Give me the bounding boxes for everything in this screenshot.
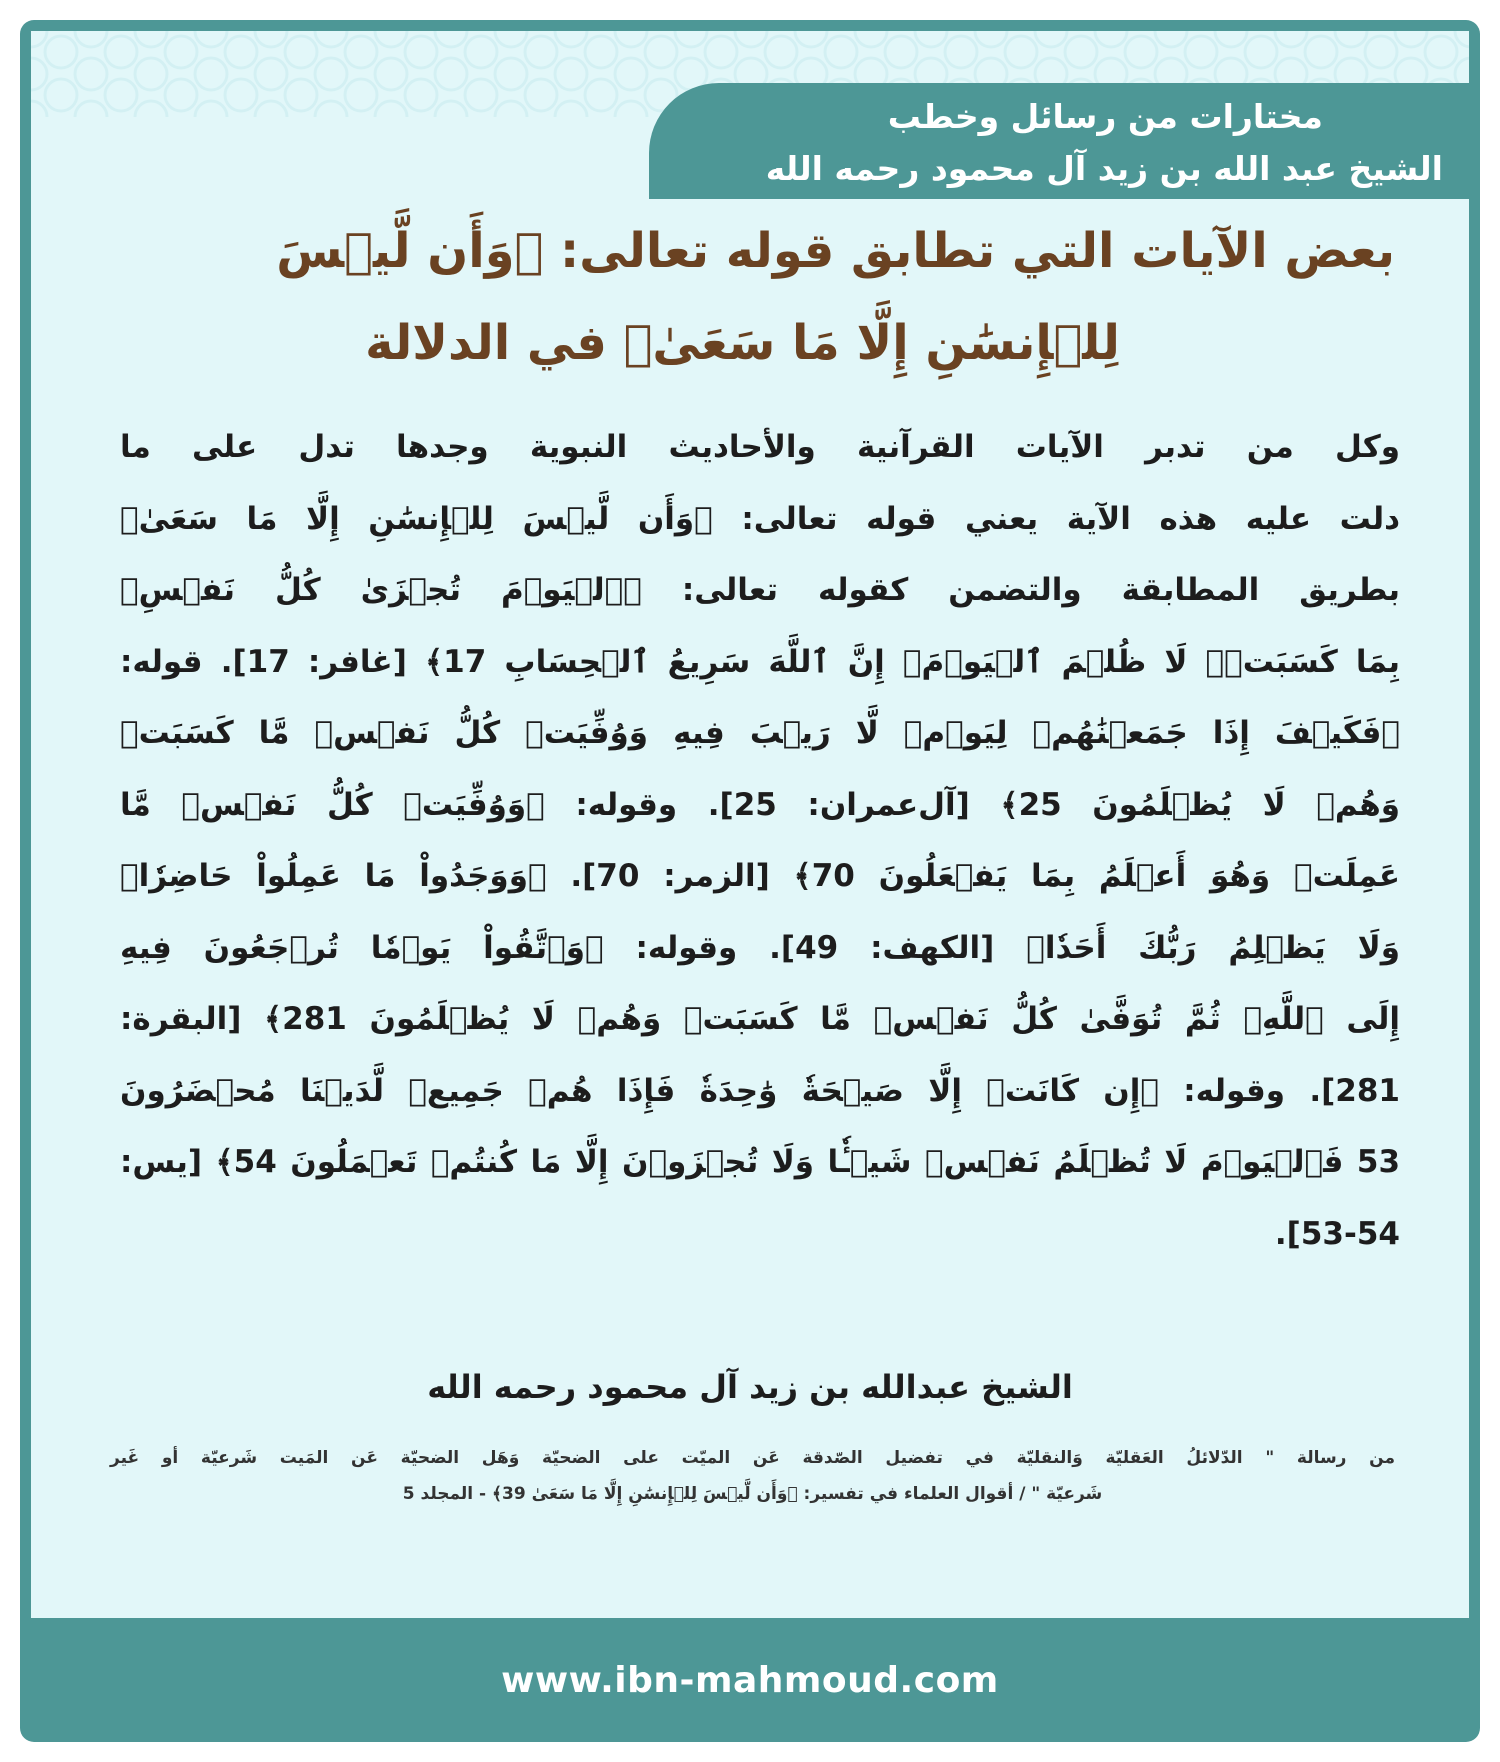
article-body bbox=[120, 412, 1400, 1270]
body-line: وَهُمۡ لَا يُظۡلَمُونَ 25﴾ [آل‌عمران: 25]. وقوله: ﴿وَوُفِّيَتۡ كُلُّ نَفۡسٖ مَّا bbox=[120, 786, 1400, 823]
source-citation bbox=[110, 1440, 1395, 1512]
body-line: 53 فَٱلۡيَوۡمَ لَا تُظۡلَمُ نَفۡسٞ شَيۡـٔٗا وَلَا تُجۡزَوۡنَ إِلَّا مَا كُنتُمۡ تَعۡمَلُونَ 54﴾ [يس: bbox=[120, 1144, 1401, 1180]
body-line: 53-54]. bbox=[1274, 1215, 1400, 1252]
article-title bbox=[90, 205, 1395, 389]
signature: الشيخ عبدالله بن زيد آل محمود رحمه الله bbox=[427, 1368, 1073, 1406]
body-line: بِمَا كَسَبَتۡۚ لَا ظُلۡمَ ٱلۡيَوۡمَۚ إِنَّ ٱللَّهَ سَرِيعُ ٱلۡحِسَابِ 17﴾ [غافر: 17]. قوله: bbox=[120, 643, 1400, 680]
footer-website-link[interactable]: www.ibn-mahmoud.com bbox=[501, 1659, 999, 1701]
body-line: ﴿فَكَيۡفَ إِذَا جَمَعۡنَٰهُمۡ لِيَوۡمٖ لَّا رَيۡبَ فِيهِ وَوُفِّيَتۡ كُلُّ نَفۡسٖ مَّا كَسَبَتۡ bbox=[120, 715, 1400, 751]
body-line: بطريق المطابقة والتضمن كقوله تعالى: ﴿ٱلۡيَوۡمَ تُجۡزَىٰ كُلُّ نَفۡسِۢ bbox=[120, 572, 1400, 608]
body-line: وكل من تدبر الآيات القرآنية والأحاديث النبوية وجدها تدل على ما bbox=[120, 429, 1400, 465]
source-line: شَرعيّة " / أقوال العلماء في تفسير: ﴿وَأَن لَّيۡسَ لِلۡإِنسَٰنِ إِلَّا مَا سَعَىٰ 39﴾ - المجلد 5 bbox=[402, 1484, 1103, 1504]
body-line: دلت عليه هذه الآية يعني قوله تعالى: ﴿وَأَن لَّيۡسَ لِلۡإِنسَٰنِ إِلَّا مَا سَعَىٰ﴾ bbox=[120, 500, 1400, 537]
body-line: إِلَى ٱللَّهِۖ ثُمَّ تُوَفَّىٰ كُلُّ نَفۡسٖ مَّا كَسَبَتۡ وَهُمۡ لَا يُظۡلَمُونَ 281﴾ [البقرة: bbox=[120, 1001, 1400, 1037]
header-author: الشيخ عبد الله بن زيد آل محمود رحمه الله bbox=[765, 149, 1443, 188]
title-line: بعض الآيات التي تطابق قوله تعالى: ﴿وَأَن لَّيۡسَ bbox=[276, 223, 1395, 279]
title-line: لِلۡإِنسَٰنِ إِلَّا مَا سَعَىٰ﴾ في الدلالة bbox=[365, 315, 1120, 371]
body-line: 281]. وقوله: ﴿إِن كَانَتۡ إِلَّا صَيۡحَةٗ وَٰحِدَةٗ فَإِذَا هُمۡ جَمِيعٞ لَّدَيۡنَا مُحۡضَرُونَ bbox=[120, 1072, 1400, 1109]
header-banner bbox=[649, 83, 1469, 199]
body-line: عَمِلَتۡ وَهُوَ أَعۡلَمُ بِمَا يَفۡعَلُونَ 70﴾ [الزمر: 70]. ﴿وَوَجَدُواْ مَا عَمِلُواْ حَاضِرٗاۗ bbox=[120, 858, 1401, 894]
source-line: من رسالة " الدّلائلُ العَقليّة وَالنقليّة في تفضيل الصّدقة عَن الميّت على الضحيّة وَهَل الضحيّة عَن المَيت شَرعيّة أو غَير bbox=[110, 1448, 1395, 1468]
header-series-title: مختارات من رسائل وخطب bbox=[887, 97, 1323, 136]
body-line: وَلَا يَظۡلِمُ رَبُّكَ أَحَدٗا﴾ [الكهف: 49]. وقوله: ﴿وَٱتَّقُواْ يَوۡمٗا تُرۡجَعُونَ فِيهِ bbox=[120, 929, 1401, 966]
